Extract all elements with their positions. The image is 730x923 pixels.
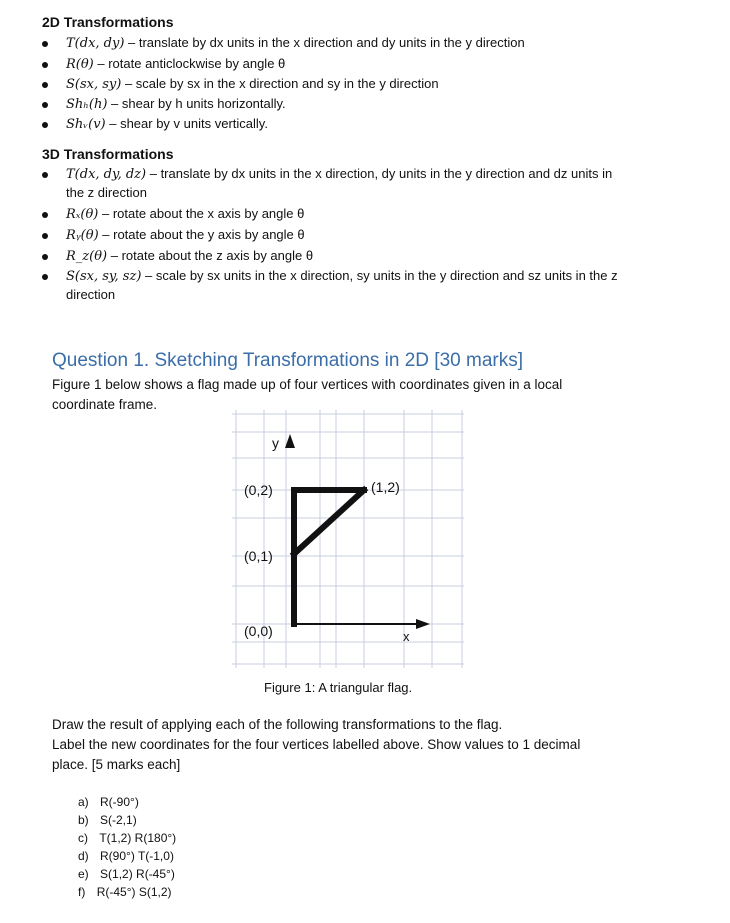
instruction-line-2: Label the new coordinates for the four vertices labelled above. Show values to 1 decimal <box>52 737 581 752</box>
vertex-label-1-2: (1,2) <box>371 479 400 495</box>
list-item: d) R(90°) T(-1,0) <box>78 849 174 863</box>
x-axis-arrow-icon <box>416 619 430 629</box>
list-item: a) R(-90°) <box>78 795 139 809</box>
bullet-icon <box>42 233 48 239</box>
intro-line-2: coordinate frame. <box>52 397 158 412</box>
list-item: f) R(-45°) S(1,2) <box>78 885 172 899</box>
list-item: e) S(1,2) R(-45°) <box>78 867 175 881</box>
instruction-line-1: Draw the result of applying each of the following transformations to the flag. <box>52 717 503 732</box>
x-axis-label: x <box>403 629 410 644</box>
list-item: S(sx, sy) – scale by sx in the x direction and sy in the y direction <box>66 76 439 92</box>
figure-caption: Figure 1: A triangular flag. <box>264 680 413 695</box>
vertex-label-0-1: (0,1) <box>244 548 273 564</box>
instruction-line-3: place. [5 marks each] <box>52 757 181 772</box>
list-item: T(dx, dy, dz) – translate by dx units in the x direction, dy units in the y direction and dz units in <box>66 166 613 182</box>
question-title: Question 1. Sketching Transformations in 2D [30 marks] <box>52 350 523 371</box>
list-item-continuation: the z direction <box>66 185 147 200</box>
bullet-icon <box>42 212 48 218</box>
bullet-icon <box>42 274 48 280</box>
heading-2d-transformations: 2D Transformations <box>42 14 174 30</box>
bullet-icon <box>42 172 48 178</box>
bullet-icon <box>42 82 48 88</box>
y-axis-label: y <box>272 435 279 451</box>
bullet-icon <box>42 122 48 128</box>
list-item: T(dx, dy) – translate by dx units in the x direction and dy units in the y direction <box>66 35 525 51</box>
intro-line-1: Figure 1 below shows a flag made up of four vertices with coordinates given in a local <box>52 377 563 392</box>
bullet-icon <box>42 102 48 108</box>
list-item: Shᵥ(v) – shear by v units vertically. <box>66 116 268 132</box>
vertex-label-0-0: (0,0) <box>244 623 273 639</box>
bullet-icon <box>42 254 48 260</box>
flag-figure <box>228 410 470 678</box>
list-item: Rᵧ(θ) – rotate about the y axis by angle θ <box>66 227 305 243</box>
list-item: c) T(1,2) R(180°) <box>78 831 177 845</box>
list-item: b) S(-2,1) <box>78 813 137 827</box>
flag-shape <box>294 490 364 624</box>
bullet-icon <box>42 62 48 68</box>
bullet-icon <box>42 41 48 47</box>
list-item: Rₓ(θ) – rotate about the x axis by angle θ <box>66 206 305 222</box>
vertex-label-0-2: (0,2) <box>244 482 273 498</box>
list-item: S(sx, sy, sz) – scale by sx units in the x direction, sy units in the y direction and sz units in the z <box>66 268 618 284</box>
list-item: R(θ) – rotate anticlockwise by angle θ <box>66 56 286 72</box>
list-item: R_z(θ) – rotate about the z axis by angle θ <box>66 248 314 264</box>
list-item-continuation: direction <box>66 287 116 302</box>
heading-3d-transformations: 3D Transformations <box>42 146 174 162</box>
list-item: Shₕ(h) – shear by h units horizontally. <box>66 96 286 112</box>
